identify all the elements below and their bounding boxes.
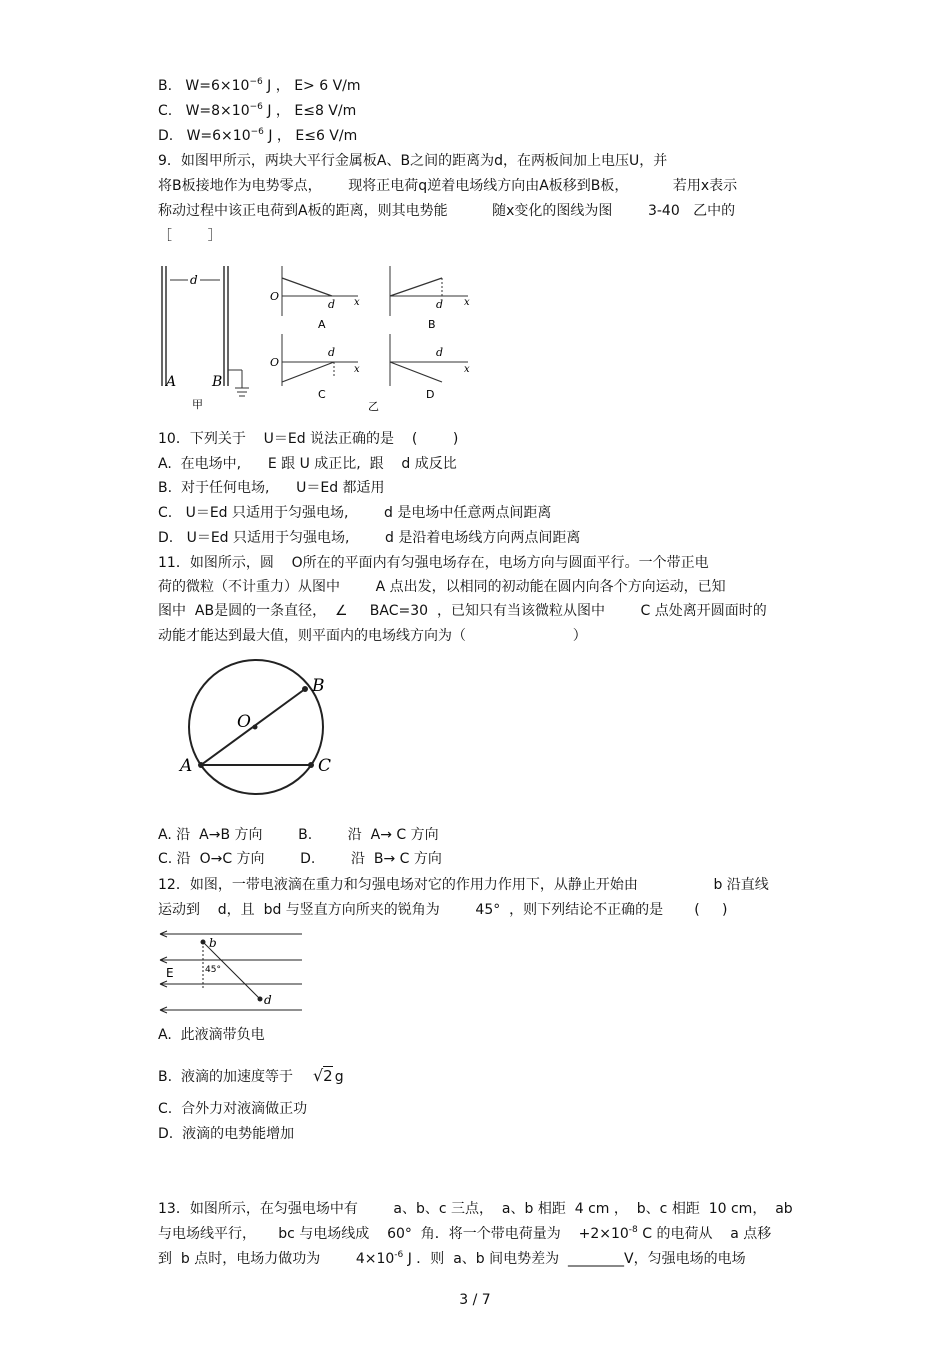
q11-label-c: C [318,756,332,776]
q9-plates-diagram [162,266,249,411]
q10-option-c: C. U＝Ed 只适用于匀强电场, d 是电场中任意两点间距离 [158,505,552,521]
q12-line-1: 12．如图，一带电液滴在重力和匀强电场对它的作用力作用下，从静止开始由 b 沿直线 [158,877,769,893]
q10-option-b: B. 对于任何电场, U＝Ed 都适用 [158,480,385,496]
q12-line-2: 运动到 d，且 bd 与竖直方向所夹的锐角为 45° ，则下列结论不正确的是 ( ) [158,902,728,918]
q9-line-2: 将B板接地作为电势零点， 现将正电荷q逆着电场线方向由A板移到B板， 若用x表示 [158,178,738,194]
q9-label-a: A [166,374,177,390]
q11-line-4: 动能才能达到最大值，则平面内的电场线方向为（ ） [158,628,587,644]
q12-label-angle: 45° [205,965,221,975]
q9-graph-a [270,266,360,331]
q12-option-a: A. 此液滴带负电 [158,1027,265,1043]
q11-line-3: 图中 AB是圆的一条直径， ∠ BAC=30 ，已知只有当该微粒从图中 C 点处离开圆面时的 [158,603,767,619]
q9-option-d-label: D [426,388,435,401]
q12-option-b: B. 液滴的加速度等于 √2 g [158,1066,344,1085]
q12-label-b: b [209,936,217,950]
q12-option-c: C. 合外力对液滴做正功 [158,1101,308,1117]
q9-graph-d [368,334,470,413]
svg-text:O: O [270,290,280,303]
q12-label-e: E [166,966,174,980]
q11-line-1: 11．如图所示，圆 O所在的平面内有匀强电场存在，电场方向与圆面平行。一个带正电 [158,555,709,571]
q9-label-d: d [190,273,198,287]
q12-field-figure [158,928,306,1014]
svg-text:x: x [464,297,470,308]
svg-text:d: d [436,346,444,359]
svg-text:d: d [328,346,336,359]
q11-options-cd: C. 沿 O→C 方向 D. 沿 B→ C 方向 [158,851,442,867]
q11-label-o: O [237,712,251,732]
q9-option-a-label: A [318,318,326,331]
q9-label-b: B [212,374,223,390]
svg-text:d: d [436,298,444,311]
q11-label-a: A [180,756,193,776]
q9-option-b-label: B [428,318,436,331]
q9-option-c-label: C [318,388,326,401]
q12-label-d: d [264,993,272,1007]
q9-line-4: ［ ］ [158,228,222,244]
q10-stem: 10．下列关于 U＝Ed 说法正确的是 ( ) [158,431,459,447]
q11-line-2: 荷的微粒（不计重力）从图中 A 点出发，以相同的初动能在圆内向各个方向运动，已知 [158,579,726,595]
svg-text:O: O [270,356,280,369]
q11-circle-figure [172,655,342,805]
q8-option-d: D. $W=6\times 10^{-6}$ J ， E≤6 V/m [158,127,358,144]
svg-text:x: x [464,364,470,375]
sqrt-symbol: √ [312,1066,324,1085]
q11-options-ab: A. 沿 A→B 方向 B. 沿 A→ C 方向 [158,827,439,843]
q9-label-jia: 甲 [192,398,203,411]
q9-figure [158,258,478,416]
q13-line-1: 13．如图所示，在匀强电场中有 a、b、c 三点， a、b 相距 4 cm ， b、c 相距 10 cm， ab [158,1201,793,1217]
q13-line-2: 与电场线平行， bc 与电场线成 60° 角．将一个带电荷量为 $+2\times 10^{-8}$ C 的电荷从 a 点移 [158,1225,772,1242]
svg-text:d: d [328,298,336,311]
q13-line-3: 到 b 点时，电场力做功为 $4\times 10^{-6}$ J ．则 a、b 间电势差为 ________V，匀强电场的电场 [158,1250,746,1267]
page-number: 3 / 7 [459,1292,491,1308]
q12-option-d: D. 液滴的电势能增加 [158,1126,295,1142]
q9-graph-c [270,334,360,401]
q8-option-c: C. $W=8\times 10^{-6}$ J ， E≤8 V/m [158,102,357,119]
q9-graph-b [390,266,470,331]
q10-option-d: D. U＝Ed 只适用于匀强电场, d 是沿着电场线方向两点间距离 [158,530,581,546]
q9-label-yi: 乙 [368,400,379,413]
svg-text:x: x [354,364,360,375]
q10-option-a: A. 在电场中, E 跟 U 成正比, 跟 d 成反比 [158,456,457,472]
q9-line-1: 9．如图甲所示，两块大平行金属板A、B之间的距离为d，在两板间加上电压U，并 [158,153,668,169]
q9-line-3: 称动过程中该正电荷到A板的距离，则其电势能 随x变化的图线为图 3-40 乙中的 [158,203,736,219]
q11-label-b: B [312,676,325,696]
q8-option-b: B. $W=6\times 10^{-6}$ J ， E> 6 V/m [158,77,361,94]
svg-text:x: x [354,297,360,308]
